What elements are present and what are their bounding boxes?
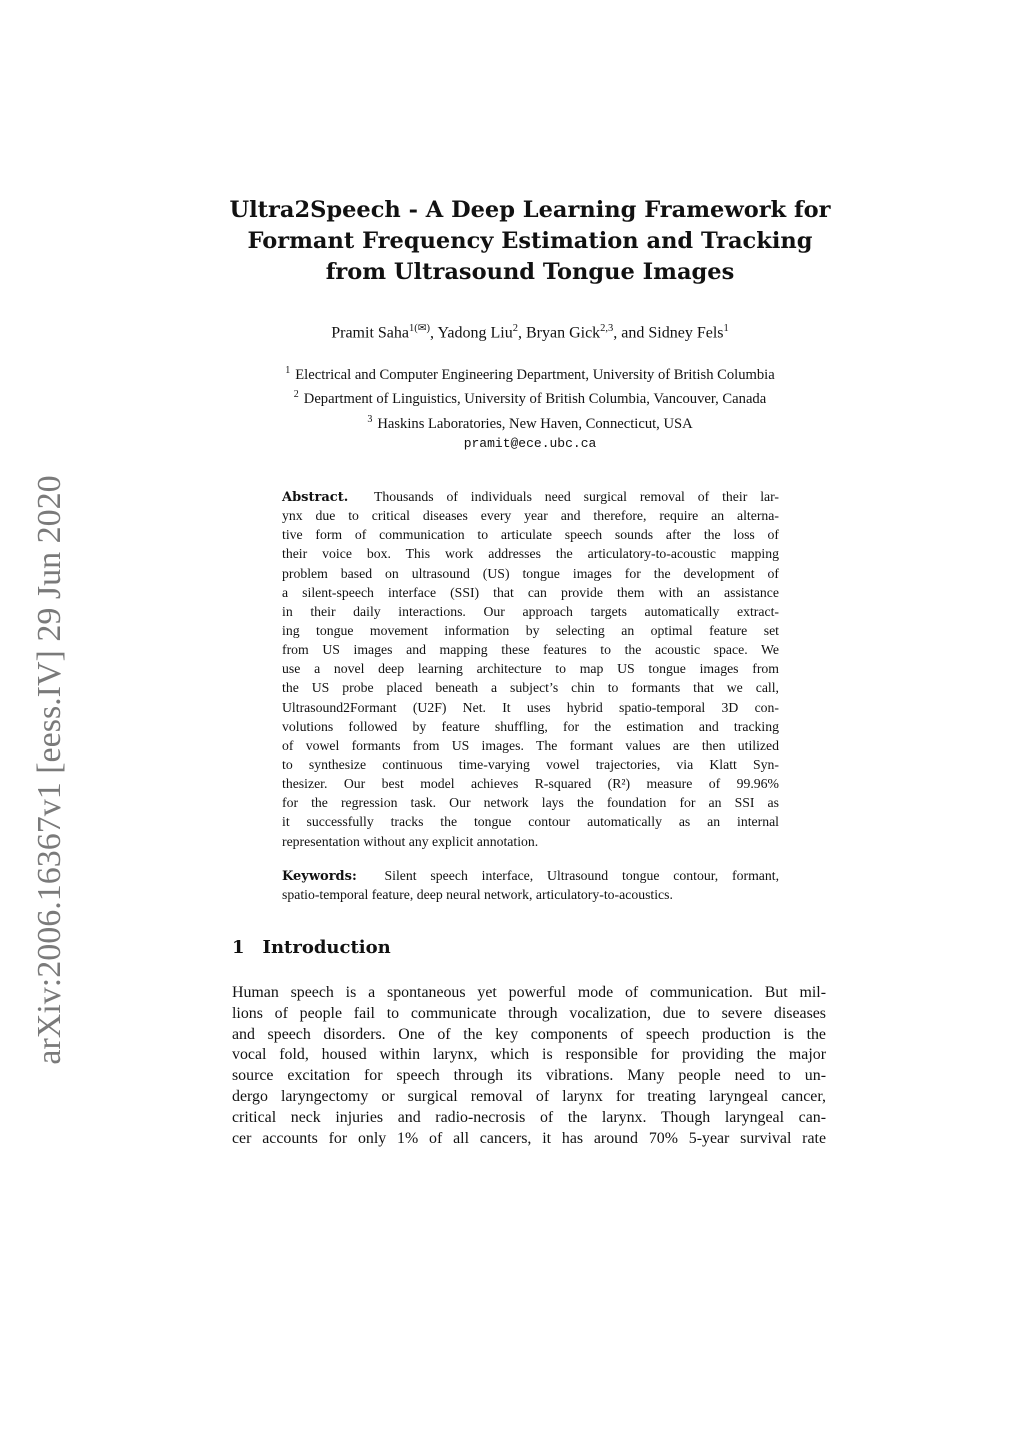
author-affiliation-mark: 1 (723, 323, 729, 334)
author-affiliation-mark: 2 (512, 323, 518, 334)
section-number: 1 (232, 937, 245, 958)
abstract-line: ing tongue movement information by selecting an optimal feature set (282, 622, 779, 638)
section-title: Introduction (262, 937, 391, 958)
abstract-line: from US images and mapping these features to the acoustic space. We (282, 642, 779, 658)
abstract (282, 487, 779, 851)
affiliation (200, 385, 860, 409)
contact-email[interactable]: pramit@ece.ubc.ca (463, 436, 597, 452)
paragraph-line: cer accounts for only 1% of all cancers, it has around 70% 5-year survival rate (232, 1129, 826, 1147)
abstract-line: of vowel formants from US images. The formant values are then utilized (282, 737, 779, 753)
paragraph-line: and speech disorders. One of the key components of speech production is the (232, 1025, 826, 1043)
affiliation-number: 1 (285, 365, 291, 376)
keywords-line (282, 866, 779, 885)
abstract-line-text: Thousands of individuals need surgical removal of their lar- (374, 489, 779, 504)
paragraph-line: Human speech is a spontaneous yet powerful mode of communication. But mil- (232, 984, 826, 1001)
affiliation-text: Department of Linguistics, University of British Columbia, Vancouver, Canada (303, 391, 767, 408)
affiliation-text: Haskins Laboratories, New Haven, Connecticut, USA (377, 415, 693, 432)
paragraph-line: lions of people fail to communicate through vocalization, due to severe diseases (232, 1004, 826, 1022)
affiliation-list (200, 361, 860, 454)
arxiv-identifier-stamp: arXiv:2006.16367v1 [eess.IV] 29 Jun 2020 (31, 475, 68, 1065)
keywords-label: Keywords: (282, 869, 357, 884)
paragraph-line: source excitation for speech through its vibrations. Many people need to un- (232, 1067, 826, 1085)
affiliation-number: 3 (367, 413, 373, 425)
abstract-line: representation without any explicit annotation. (282, 833, 539, 849)
abstract-line: the US probe placed beneath a subject’s chin to formants that we call, (282, 680, 779, 696)
abstract-line: in their daily interactions. Our approach targets automatically extract- (282, 603, 779, 619)
abstract-line: tive form of communication to articulate speech sounds after the loss of (282, 527, 779, 543)
affiliation-text: Electrical and Computer Engineering Department, University of British Columbia (295, 366, 775, 383)
title-line: from Ultrasound Tongue Images (325, 259, 735, 285)
author-list (200, 322, 860, 342)
author-name: Bryan Gick (525, 324, 601, 342)
keywords-line-text: Silent speech interface, Ultrasound tongue contour, formant, (384, 868, 780, 883)
paragraph-line: vocal fold, housed within larynx, which is responsible for providing the major (232, 1046, 826, 1064)
affiliation-number: 2 (293, 389, 299, 401)
abstract-line: use a novel deep learning architecture to map US tongue images from (282, 661, 779, 677)
introduction-paragraph (232, 983, 826, 1149)
abstract-line: their voice box. This work addresses the articulatory-to-acoustic mapping (282, 546, 779, 562)
author-name: Yadong Liu (437, 324, 513, 342)
paragraph-line: critical neck injuries and radio-necrosis of the larynx. Though laryngeal can- (232, 1108, 826, 1126)
paragraph-line: dergo laryngectomy or surgical removal of larynx for treating laryngeal cancer, (232, 1087, 826, 1105)
abstract-line: volutions followed by feature shuffling, for the estimation and tracking (282, 718, 779, 734)
abstract-line: Ultrasound2Formant (U2F) Net. It uses hybrid spatio-temporal 3D con- (282, 699, 779, 715)
abstract-line: to synthesize continuous time-varying vowel trajectories, via Klatt Syn- (282, 756, 779, 772)
author-name: Sidney Fels (648, 324, 724, 342)
affiliation (200, 410, 860, 434)
abstract-label: Abstract. (282, 490, 349, 505)
keywords-line: spatio-temporal feature, deep neural network, articulatory-to-acoustics. (282, 887, 673, 903)
paper-title (200, 195, 860, 288)
abstract-line: for the regression task. Our network lays the foundation for an SSI as (282, 795, 779, 811)
abstract-line: problem based on ultrasound (US) tongue images for the development of (282, 565, 779, 581)
abstract-line: a silent-speech interface (SSI) that can provide them with an assistance (282, 584, 779, 600)
author-separator: , and (613, 324, 649, 342)
abstract-line: ynx due to critical diseases every year and therefore, require an alterna- (282, 508, 779, 524)
abstract-line: thesizer. Our best model achieves R-squared (R²) measure of 99.96% (282, 776, 779, 792)
author-name: Pramit Saha (331, 324, 409, 342)
author-separator: , (517, 324, 526, 342)
section-heading (232, 937, 391, 958)
keywords (282, 866, 779, 904)
author-affiliation-mark: 1(✉) (408, 323, 431, 334)
abstract-line (282, 487, 779, 506)
title-line: Formant Frequency Estimation and Tracking (247, 228, 813, 254)
author-separator: , (430, 324, 438, 342)
author-affiliation-mark: 2,3 (600, 323, 614, 334)
abstract-line: it successfully tracks the tongue contour automatically as an internal (282, 814, 779, 830)
title-line: Ultra2Speech - A Deep Learning Framework for (229, 197, 831, 223)
affiliation (200, 361, 860, 385)
